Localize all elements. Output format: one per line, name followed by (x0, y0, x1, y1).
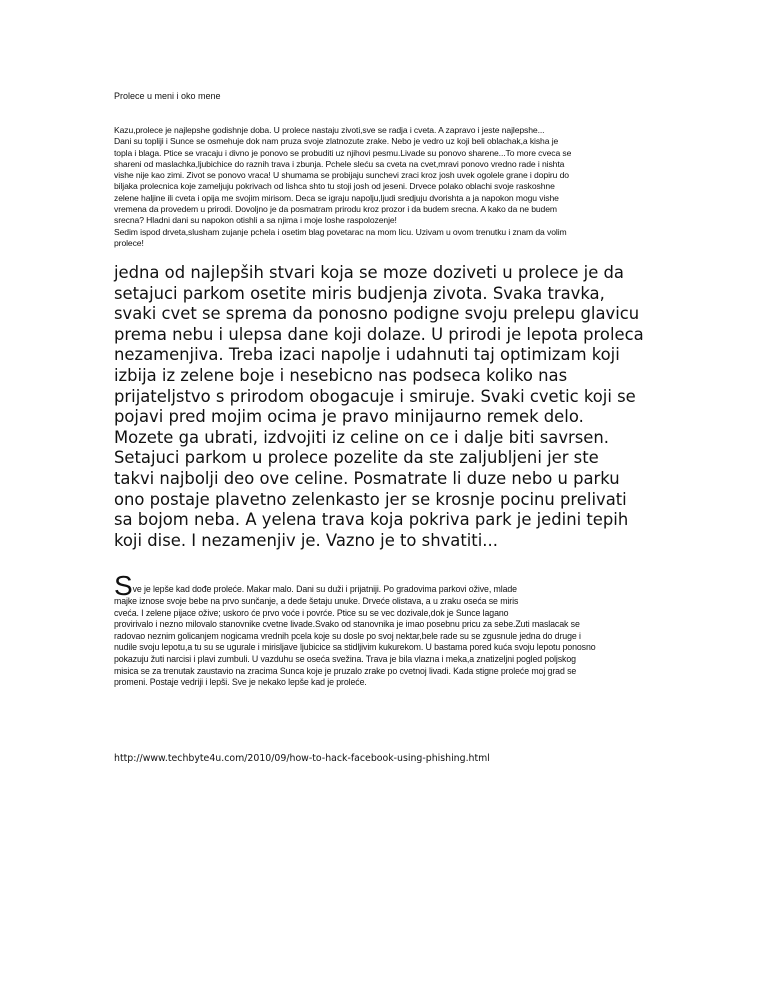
document-title: Prolece u meni i oko mene (114, 91, 221, 101)
paragraph-1-line: shareni od maslachka,ljubichice do raznih trava i zbunja. Pchele sleću sa cveta na cvet,mravi ponovo vredno rade i nishta (114, 158, 565, 169)
paragraph-3-line: promeni. Postaje vedriji i lepši. Sve je nekako lepše kad je proleće. (114, 677, 367, 688)
drop-cap: S (114, 570, 133, 601)
paragraph-3-line: nudile svoju lepotu,a tu su se ugurale i mirisljave ljubicice sa stidljivim kukurekom. U bastama pored kuća svoju lepotu ponosno (114, 642, 596, 653)
paragraph-2-line: Setajuci parkom u prolece pozelite da ste zaljubljeni jer ste (114, 448, 599, 468)
paragraph-2-line: jedna od najlepših stvari koja se moze doziveti u prolece je da (114, 263, 624, 282)
paragraph-1-line: prolece! (114, 237, 144, 248)
paragraph-3-line: majke iznose svoje bebe na prvo sunčanje, a dede šetaju unuke. Drveće olistava, a u zraku oseća se miris (114, 596, 519, 606)
paragraph-1-line: zelene haljine ili cveta i opija me svojim mirisom. Deca se igraju napolju,ljudi sredjuju dvorishta a ja napokon mogu vishe (114, 192, 559, 203)
paragraph-2 (114, 263, 674, 551)
paragraph-2-line: izbija iz zelene boje i nesebicno nas podseca koliko nas (114, 365, 568, 385)
paragraph-1-line: topla i blaga. Ptice se vracaju i divno je ponovo se probuditi uz njihovi pesmu.Livade su ponovo sharene...To more cveca se (114, 147, 572, 158)
paragraph-3-line: provirivalo i nezno milovalo stanovnike cvetne livade.Svako od stanovnika je imao posebnu pricu za sebe.Zuti maslacak se (114, 619, 580, 630)
paragraph-2-line: setajuci parkom osetite miris budjenja zivota. Svaka travka, (114, 283, 605, 303)
paragraph-1-line: Sedim ispod drveta,slusham zujanje pchela i osetim blag povetarac na mom licu. Uzivam u ovom trenutku i znam da volim (114, 226, 567, 237)
paragraph-1-line: vishe nije kao zimi. Zivot se ponovo vraca! U shumama se probijaju sunchevi zraci kroz josh uvek ogolele grane i dopiru do (114, 170, 569, 181)
paragraph-2-line: takvi najbolji deo ove celine. Posmatrate li duze nebo u parku (114, 468, 620, 488)
source-link[interactable]: http://www.techbyte4u.com/2010/09/how-to-hack-facebook-using-phishing.html (114, 753, 490, 764)
paragraph-1 (114, 125, 662, 249)
paragraph-1-line: vremena da provedem u prirodi. Dovoljno je da posmatram prirodu kroz prozor i da budem srecna. A kako da ne budem (114, 204, 557, 215)
paragraph-1-line: srecna? Hladni dani su napokon otishli a sa njima i moje loshe raspolozenje! (114, 215, 397, 226)
paragraph-2-line: prijateljstvo s prirodom obogacuje i smiruje. Svaki cvetic koji se (114, 386, 636, 406)
paragraph-3-line: misica se za trenutak zaustavio na zracima Sunca koje je pruzalo zrake po cvetnoj livadi. Kada stigne proleće moj grad se (114, 665, 577, 676)
paragraph-2-line: Mozete ga ubrati, izdvojiti iz celine on ce i dalje biti savrsen. (114, 427, 609, 447)
paragraph-3-line: radovao neznim golicanjem nogicama vrednih pcela koje su dosle po svoj nektar,bele rade su se zgusnule jedna do druge i (114, 630, 581, 641)
paragraph-2-line: sa bojom neba. A yelena trava koja pokriva park je jedini tepih (114, 510, 629, 530)
paragraph-3 (114, 570, 662, 689)
paragraph-1-line: biljaka prolecnica koje zameljuju pokrivach od lishca shto tu stoji josh od jeseni. Drvece polako oblachi svoje raskoshne (114, 181, 555, 192)
paragraph-2-line: koji dise. I nezamenjiv je. Vazno je to shvatiti... (114, 530, 498, 550)
paragraph-2-line: nezamenjiva. Treba izaci napolje i udahnuti taj optimizam koji (114, 345, 620, 365)
paragraph-3-first-line-text: ve je lepše kad dođe proleće. Makar malo. Dani su duži i prijatniji. Po gradovima parkovi ožive, mlade (132, 584, 517, 594)
paragraph-2-line: svaki cvet se sprema da ponosno podigne svoju prelepu glavicu (114, 304, 640, 324)
paragraph-3-line: cveća. I zelene pijace ožive; uskoro će prvo voće i povrće. Ptice su se vec dozivale,dok je Sunce lagano (114, 607, 509, 618)
paragraph-2-line: ono postaje plavetno zelenkasto jer se krosnje pocinu prelivati (114, 489, 627, 509)
paragraph-2-line: prema nebu i ulepsa dane koji dolaze. U prirodi je lepota proleca (114, 324, 644, 344)
paragraph-1-line: Kazu,prolece je najlepshe godishnje doba. U prolece nastaju zivoti,sve se radja i cveta. A zapravo i jeste najlepshe... (114, 125, 545, 135)
paragraph-1-line: Dani su topliji i Sunce se osmehuje dok nam pruza svoje zlatnozute zrake. Nebo je vedro uz koji beli oblachak,a kisha je (114, 136, 559, 147)
paragraph-3-line: pokazuju žuti narcisi i plavi zumbuli. U vazduhu se oseća svežina. Trava je bila vlazna i meka,a znatizeljni pogled poljskog (114, 653, 576, 664)
paragraph-2-line: pojavi pred mojim ocima je pravo minijaurno remek delo. (114, 407, 584, 427)
